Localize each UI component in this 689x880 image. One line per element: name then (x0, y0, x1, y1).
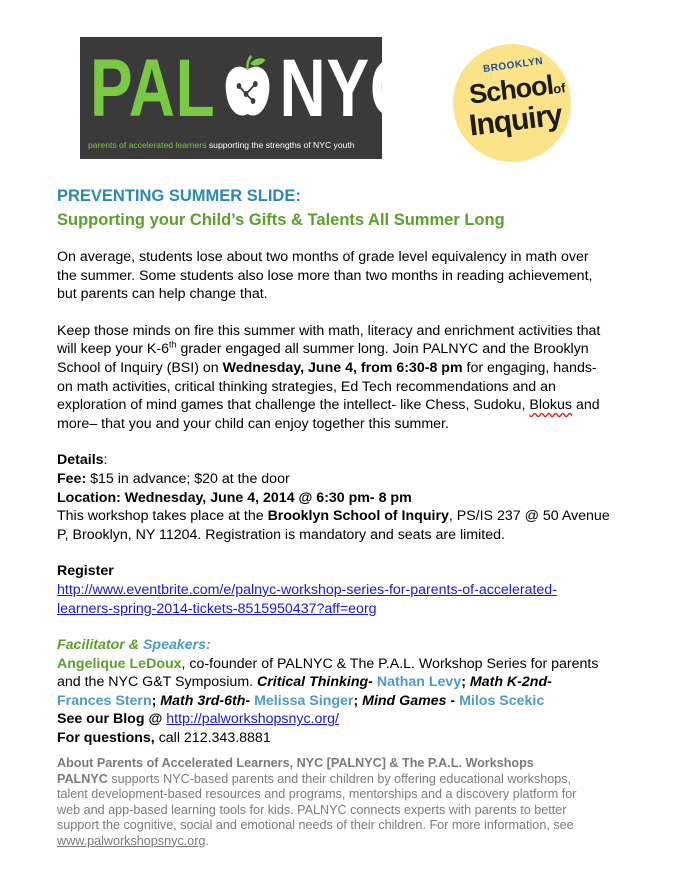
page-subtitle: Supporting your Child’s Gifts & Talents All Summer Long (57, 211, 505, 229)
logo-brooklyn-text: BROOKLYN (482, 55, 544, 76)
blog-link[interactable]: http://palworkshopsnyc.org/ (166, 711, 339, 728)
brooklyn-school-of-inquiry-logo (453, 44, 571, 162)
location-line: Location: Wednesday, June 4, 2014 @ 6:30 pm- 8 pm (57, 489, 412, 506)
logo-nyc-text: NYC (279, 43, 417, 134)
logo-school-text: Schoolof (467, 69, 567, 110)
speakers-section: Facilitator & Speakers: Angelique LeDoux, co-founder of PALNYC & The P.A.L. Workshop Series for parents and the NYC G&T Symposium. Critical Thinking- Nathan Levy; Math K-2nd- Frances Stern; Math 3rd-6th- Melissa Singer; Mind Games - Milos Scekic See our Blog @ http://palworkshopsnyc.org/ For questions, call 212.343.8881 (57, 636, 642, 748)
apple-icon (220, 54, 275, 124)
about-website-link[interactable]: www.palworkshopsnyc.org (57, 833, 206, 848)
page-title: PREVENTING SUMMER SLIDE: (57, 187, 301, 205)
facilitator-name: Angelique LeDoux (57, 655, 182, 672)
blokus-word: Blokus (529, 397, 572, 414)
about-title: About Parents of Accelerated Learners, NYC [PALNYC] & The P.A.L. Workshops (57, 756, 534, 770)
event-date: Wednesday, June 4, from 6:30-8 pm (222, 359, 463, 376)
fee-value: $15 in advance; $20 at the door (86, 470, 290, 487)
register-heading: Register (57, 563, 114, 580)
intro-paragraph: On average, students lose about two months of grade level equivalency in math over the summer. Some students also lose more than two months in reading achievement, but parents can help change that. (57, 249, 593, 303)
palnyc-logo (80, 37, 417, 159)
logo-pal-text: PAL (90, 43, 216, 134)
details-heading: Details (57, 452, 104, 469)
register-section (57, 562, 642, 618)
register-link[interactable]: http://www.eventbrite.com/e/palnyc-workshop-series-for-parents-of-accelerated- (57, 581, 557, 598)
speakers-heading: Facilitator & Speakers: (57, 637, 211, 654)
details-section: Details: Fee: $15 in advance; $20 at the door Location: Wednesday, June 4, 2014 @ 6:30 pm- 8 pm This workshop takes place at the Brooklyn School of Inquiry, PS/IS 237 @ 50 Avenue P, Brooklyn, NY 11204. Registration is mandatory and seats are limited. (57, 451, 642, 544)
event-paragraph: Keep those minds on fire this summer with math, literacy and enrichment activities that will keep your K-6th grader engaged all summer long. Join PALNYC and the Brooklyn School of Inquiry (BSI) on Wednesday, June 4, from 6:30-8 pm for engaging, hands- on math activities, critical thinking strategies, Ed Tech recommendations and an exploration of mind games that challenge the intellect- like Chess, Sudoku, Blokus and more– that you and your child can enjoy together this summer. (57, 322, 601, 432)
logo-inquiry-text: Inquiry (467, 98, 564, 143)
register-link-cont[interactable]: learners-spring-2014-tickets-8515950437?aff=eorg (57, 600, 377, 617)
logo-tagline: parents of accelerated learners supporting the strengths of NYC youth (88, 140, 355, 150)
phone-number: call 212.343.8881 (154, 730, 271, 747)
about-section: About Parents of Accelerated Learners, NYC [PALNYC] & The P.A.L. Workshops PALNYC supports NYC-based parents and their children by offering educational workshops, talent development-based resources and programs, mentorships and a discovery platform for web and app-based learning tools for kids. PALNYC connects experts with parents to better support the cognitive, social and emotional needs of their children. For more information, see www.palworkshopsnyc.org. (57, 756, 647, 849)
flyer-body (57, 186, 642, 748)
